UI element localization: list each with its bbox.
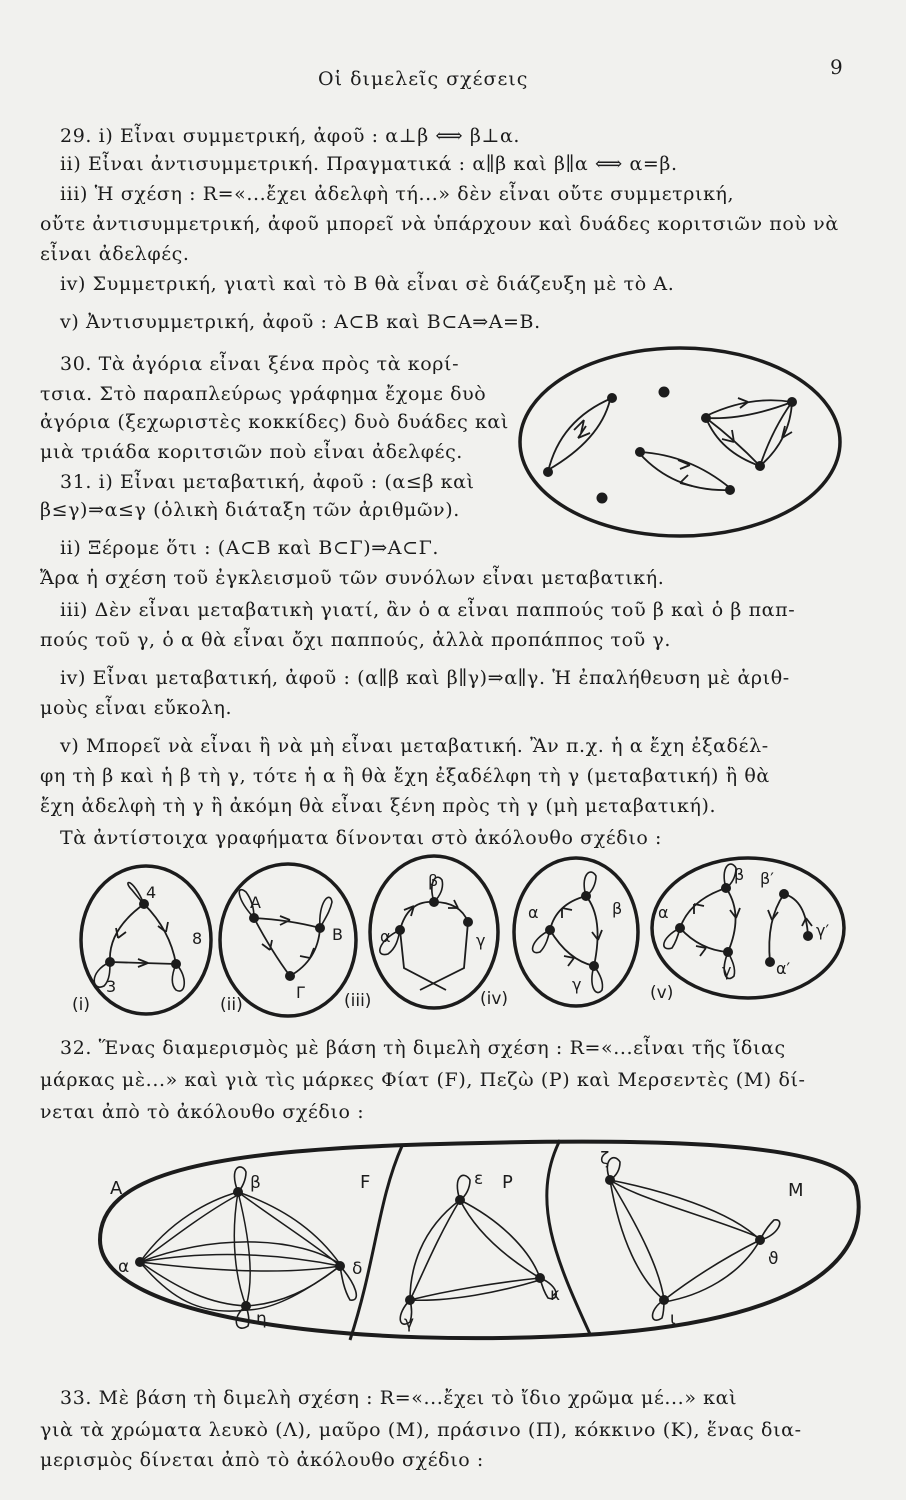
ex33-line2: γιὰ τὰ χρώματα λευκὸ (Λ), μαῦρο (Μ), πράσινο (Π), κόκκινο (Κ), ἕνας δια- [40,1419,802,1441]
ex31-ii-node1: Α [250,893,261,912]
ex31-ii: ii) Ξέρομε ὅτι : (Α⊂Β καὶ Β⊂Γ)⇒Α⊂Γ. [60,537,440,559]
ex29-iv: iv) Συμμετρική, γιατὶ καὶ τὸ Β θὰ εἶναι σὲ διάζευξη μὲ τὸ Α. [60,273,675,295]
ex31-i-cont: β≤γ)⇒α≤γ (ὁλικὴ διάταξη τῶν ἀριθμῶν). [40,499,460,521]
ex31-v: v) Μπορεῖ νὰ εἶναι ἢ νὰ μὴ εἶναι μεταβατική. Ἂν π.χ. ἡ α ἔχη ἐξαδέλ- [60,735,769,757]
ex31-figure-intro: Τὰ ἀντίστοιχα γραφήματα δίνονται στὸ ἀκόλουθο σχέδιο : [60,827,663,849]
ex32-partition-line-1 [350,1146,402,1340]
ex31-ii-caption: (ii) [220,995,243,1015]
ex33-line3: μερισμὸς δίνεται ἀπὸ τὸ ἀκόλουθο σχέδιο : [40,1449,484,1471]
ex32-A-label: Α [110,1178,123,1199]
ex32-line3: νεται ἀπὸ τὸ ἀκόλουθο σχέδιο : [40,1101,365,1123]
ex32-A-node4: η [256,1309,267,1329]
ex31-v-node5: γ′ [816,921,830,940]
ex31-i-node2: 8 [192,929,203,948]
ex31-iv-caption: (iv) [480,989,509,1009]
ex31-ii-node3: Γ [296,983,305,1002]
ex32-P-label: P [502,1172,513,1193]
ex31-iv-node2: β [612,899,623,918]
ex32-A-node3: δ [352,1259,363,1279]
ex31-iii-cont: πούς τοῦ γ, ὁ α θὰ εἶναι ὄχι παππούς, ἀλλὰ προπάππος τοῦ γ. [40,629,672,651]
ex29-ii: ii) Εἶναι ἀντισυμμετρική. Πραγματικά : α∥β καὶ β∥α ⟺ α=β. [60,153,678,175]
ex32-F-node3: κ [550,1285,561,1305]
ex29-iii: iii) Ἡ σχέση : R=«...ἔχει ἀδελφὴ τή...» δὲν εἶναι οὔτε συμμετρική, [60,183,735,205]
ex32-class-A [110,1167,362,1329]
page-number: 9 [830,55,843,79]
running-header: Οἱ διμελεῖς σχέσεις [318,68,529,90]
ex31-iii-caption: (iii) [344,991,372,1011]
ex32-M-node3: ι [670,1309,676,1329]
ex32-class-F [360,1169,560,1333]
ex31-i-caption: (i) [72,995,90,1015]
ex31-i-node3: 3 [106,977,117,996]
ex31-v-caption: (v) [650,983,674,1003]
ex31-iv-node3: γ [572,975,582,994]
ex31-v-node1: α [658,903,669,922]
ex32-A-node1: α [118,1257,130,1277]
ex31-ii-cont: Ἄρα ἡ σχέση τοῦ ἐγκλεισμοῦ τῶν συνόλων εἶναι μεταβατική. [40,567,665,589]
ex32-M-label: Μ [788,1180,804,1201]
ex31-iv: iv) Εἶναι μεταβατική, ἀφοῦ : (α∥β καὶ β∥γ)⇒α∥γ. Ἡ ἐπαλήθευση μὲ ἀριθ- [60,667,790,689]
ex31-iii-node1: β [428,871,439,890]
ex31-i: 31. i) Εἶναι μεταβατική, ἀφοῦ : (α≤β καὶ [60,471,475,493]
ex32-M-node1: ζ [600,1149,610,1169]
ex29-v: v) Ἀντισυμμετρική, ἀφοῦ : Α⊂Β καὶ Β⊂Α⇒Α=Β. [60,311,541,333]
ex29-i: 29. i) Εἶναι συμμετρική, ἀφοῦ : α⊥β ⟺ β⊥α. [60,125,521,147]
ex30-line2: τσια. Στὸ παραπλεύρως γράφημα ἔχομε δυὸ [40,383,487,405]
ex31-iv-cont: μοὺς εἶναι εὔκολη. [40,697,233,719]
ex31-iv-node1: α [528,903,539,922]
ex31-i-node1: 4 [146,883,157,902]
ex30-line3: ἀγόρια (ξεχωριστὲς κοκκίδες) δυὸ δυάδες καὶ [40,411,509,433]
ex33-line1: 33. Μὲ βάση τὴ διμελὴ σχέση : R=«...ἔχει τὸ ἴδιο χρῶμα μέ...» καὶ [60,1387,738,1409]
ex32-A-node2: β [250,1173,261,1193]
ex31-iii: iii) Δὲν εἶναι μεταβατικὴ γιατί, ἂν ὁ α εἶναι παππούς τοῦ β καὶ ὁ β παπ- [60,599,796,621]
ex31-ii-node2: Β [332,925,343,944]
ex29-iii-cont1: οὔτε ἀντισυμμετρική, ἀφοῦ μπορεῖ νὰ ὑπάρχουν καὶ δυάδες κοριτσιῶν ποὺ νὰ [40,213,839,235]
ex31-iii-node3: γ [476,931,486,950]
ex32-F-label: F [360,1172,371,1193]
ex32-F-node1: ε [474,1169,484,1189]
ex31-v-node4: β′ [760,869,774,888]
ex32-M-node2: ϑ [768,1249,779,1269]
ex31-v-node3: γ [722,961,732,980]
ex31-v-cont2: ἔχη ἀδελφὴ τὴ γ ἢ ἀκόμη θὰ εἶναι ξένη πρὸς τὴ γ (μὴ μεταβατική). [40,795,717,817]
ex32-line2: μάρκας μὲ...» καὶ γιὰ τὶς μάρκες Φίατ (F), Πεζὼ (P) καὶ Μερσεντὲς (Μ) δί- [40,1069,806,1091]
ex30-line1: 30. Τὰ ἀγόρια εἶναι ξένα πρὸς τὰ κορί- [60,353,460,375]
ex31-v-cont1: φη τὴ β καὶ ἡ β τὴ γ, τότε ἡ α ἢ θὰ ἔχη ἐξαδέλφη τὴ γ (μεταβατική) ἢ θὰ [40,765,770,787]
ex29-iii-cont2: εἶναι ἀδελφές. [40,243,190,265]
ex32-F-node2: γ [404,1313,415,1333]
ex30-line4: μιὰ τριάδα κοριτσιῶν ποὺ εἶναι ἀδελφές. [40,441,463,463]
ex32-line1: 32. Ἕνας διαμερισμὸς μὲ βάση τὴ διμελὴ σχέση : R=«...εἶναι τῆς ἴδιας [60,1037,786,1059]
ex31-v-node2: β [734,865,745,884]
ex31-iii-node2: α [380,927,391,946]
ex31-v-node6: α′ [776,959,791,978]
